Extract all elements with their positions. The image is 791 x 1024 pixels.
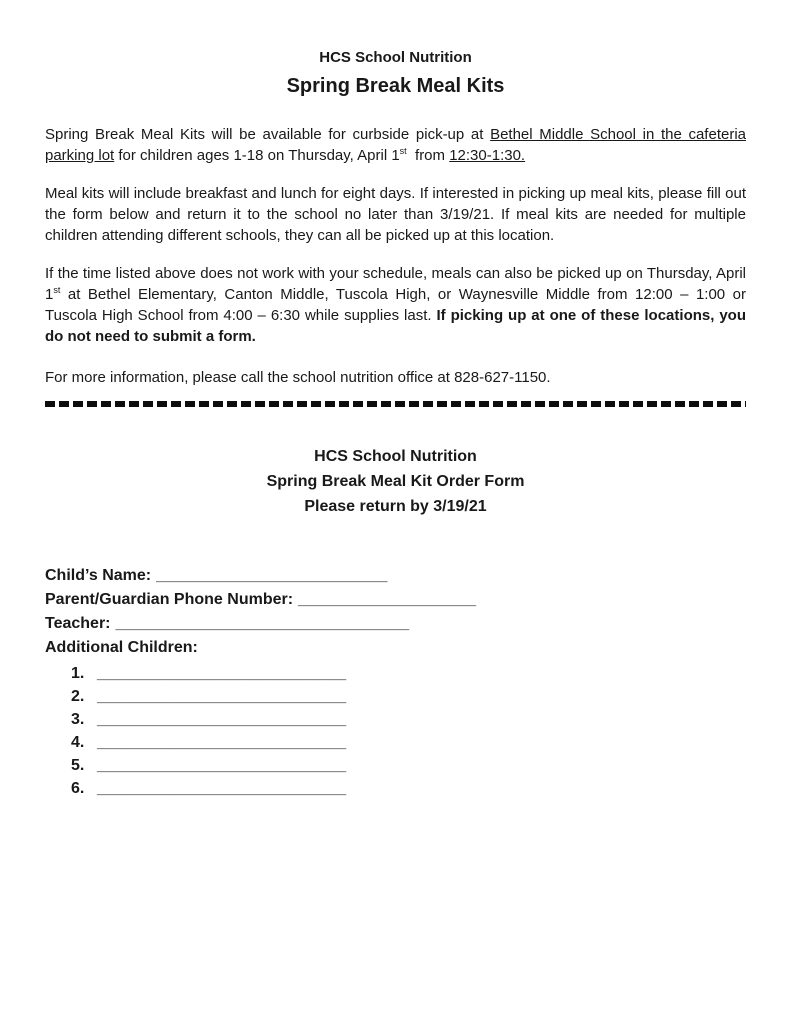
additional-child-row [71, 777, 746, 800]
child-blank-line: ____________________________ [97, 780, 347, 797]
intro-paragraph-pickup [45, 124, 746, 166]
additional-child-row [71, 731, 746, 754]
child-name-label: Child’s Name: [45, 567, 152, 584]
list-number: 5. [71, 757, 85, 774]
alternate-pickup-text: If the time listed above does not work with your schedule, meals can also be picked up on Thursday, April 1 [45, 265, 746, 303]
order-form-org-title: HCS School Nutrition [314, 448, 477, 465]
child-blank-line: ____________________________ [97, 757, 347, 774]
additional-child-row [71, 662, 746, 685]
ordinal-superscript: st [53, 285, 61, 295]
no-form-needed-bold-text: If picking up at one of these locations, you do not need to submit a form. [45, 307, 747, 345]
teacher-blank-line: _________________________________ [115, 615, 410, 632]
order-form-title: Spring Break Meal Kit Order Form [266, 473, 525, 490]
additional-child-row [71, 708, 746, 731]
phone-field-row [45, 588, 746, 612]
list-number: 3. [71, 711, 85, 728]
child-blank-line: ____________________________ [97, 711, 347, 728]
pickup-date-text: for children ages 1-18 on Thursday, April 1 [114, 147, 400, 164]
intro-paragraph-details: Meal kits will include breakfast and lunch for eight days. If interested in picking up meal kits, please fill out the form below and return it to the school no later than 3/19/21. If meal kits are needed for multiple children attending different schools, they can all be picked up at this location. [45, 185, 746, 244]
child-blank-line: ____________________________ [97, 734, 347, 751]
additional-child-row [71, 754, 746, 777]
child-name-field-row [45, 564, 746, 588]
child-blank-line: ____________________________ [97, 665, 347, 682]
additional-child-row [71, 685, 746, 708]
list-number: 1. [71, 665, 85, 682]
list-number: 6. [71, 780, 85, 797]
child-blank-line: ____________________________ [97, 688, 347, 705]
ordinal-superscript: st [399, 146, 407, 156]
order-form-return-date: Please return by 3/19/21 [304, 498, 487, 515]
document-title: Spring Break Meal Kits [286, 75, 505, 97]
pickup-text: Spring Break Meal Kits will be available for curbside pick-up at [45, 126, 491, 143]
pickup-from-text: from [406, 147, 450, 164]
phone-label: Parent/Guardian Phone Number: [45, 591, 294, 608]
contact-info-line: For more information, please call the school nutrition office at 828-627-1150. [45, 369, 551, 386]
order-form-fields [45, 564, 746, 800]
document-org-title: HCS School Nutrition [319, 49, 472, 66]
child-name-blank-line: __________________________ [156, 567, 388, 584]
additional-children-list [45, 662, 746, 800]
intro-paragraph-alternate-pickup [45, 263, 746, 347]
additional-children-label: Additional Children: [45, 639, 198, 656]
pickup-location-underlined: Bethel Middle School in the cafeteria parking lot [45, 126, 746, 164]
order-form-header [45, 444, 746, 519]
list-number: 2. [71, 688, 85, 705]
dashed-cutoff-divider [45, 401, 746, 407]
list-number: 4. [71, 734, 85, 751]
teacher-label: Teacher: [45, 615, 111, 632]
alternate-locations-text: at Bethel Elementary, Canton Middle, Tuscola High, or Waynesville Middle from 12:00 – 1:00 or Tuscola High School from 4:00 – 6:30 while supplies last. [45, 286, 746, 324]
phone-blank-line: ____________________ [298, 591, 477, 608]
additional-children-label-row [45, 636, 746, 660]
teacher-field-row [45, 612, 746, 636]
pickup-time-underlined: 12:30-1:30. [449, 147, 526, 164]
